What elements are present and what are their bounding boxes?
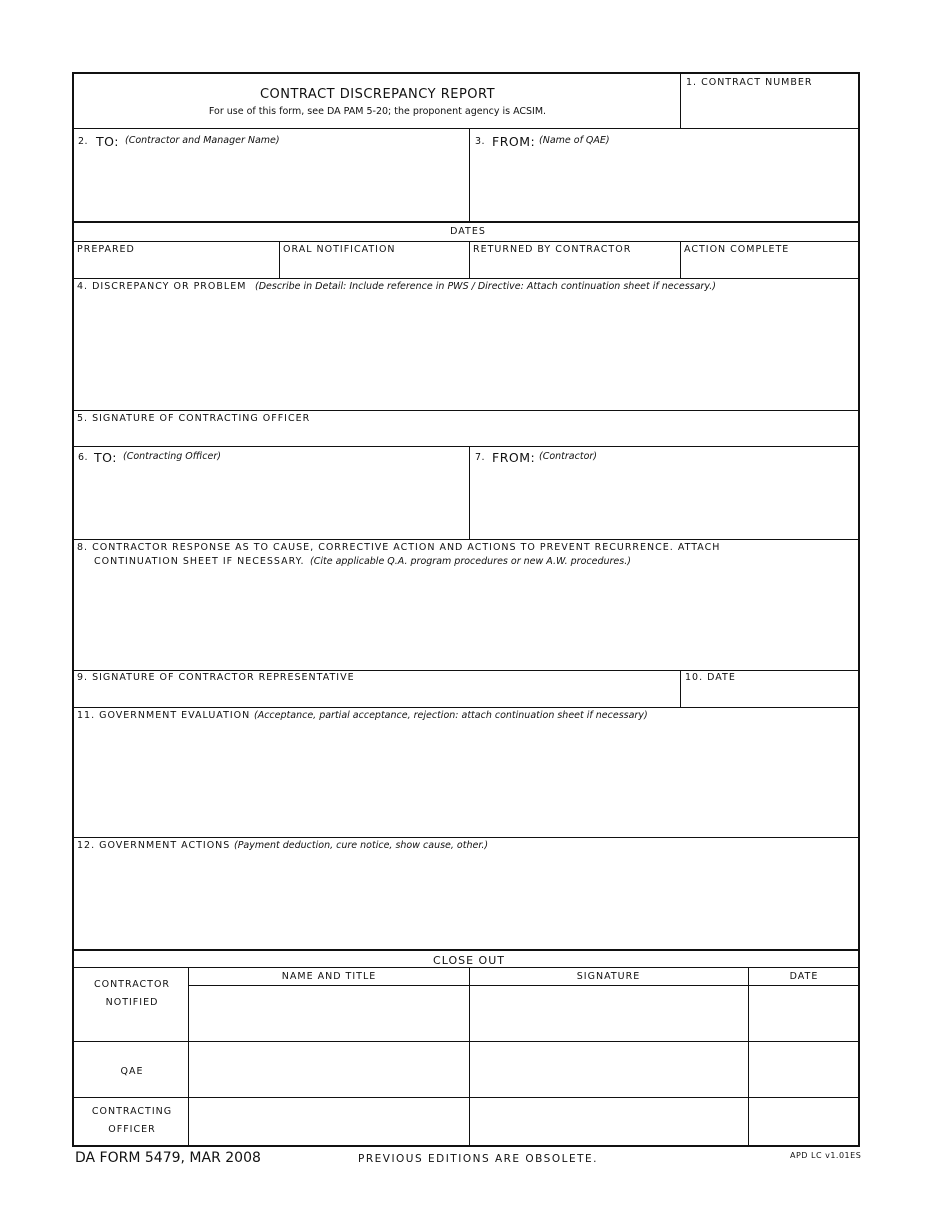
to-label-2: TO: [94, 450, 117, 465]
version-label: APD LC v1.01ES [790, 1151, 862, 1160]
discrepancy-hint: (Describe in Detail: Include reference in PWS / Directive: Attach continuation sheet if necessary.) [255, 281, 716, 292]
obsolete-notice: PREVIOUS EDITIONS ARE OBSOLETE. [358, 1153, 598, 1165]
divider [74, 278, 858, 279]
returned-by-contractor-label: RETURNED BY CONTRACTOR [473, 244, 632, 255]
contractor-response-label-2: CONTINUATION SHEET IF NECESSARY. [94, 556, 305, 567]
contracting-officer-date-field[interactable] [750, 1099, 856, 1144]
government-evaluation-hint: (Acceptance, partial acceptance, rejection: attach continuation sheet if necessary) [254, 710, 648, 721]
contract-number-field[interactable] [682, 92, 858, 127]
signature-contractor-rep-field[interactable] [76, 686, 676, 706]
to-label: TO: [96, 134, 119, 149]
oral-notification-date-field[interactable] [281, 258, 467, 276]
from-qae-field[interactable] [472, 152, 856, 218]
qae-signature-field[interactable] [471, 1043, 746, 1095]
qae-name-field[interactable] [191, 1043, 467, 1095]
returned-by-contractor-date-field[interactable] [471, 258, 679, 276]
divider [74, 837, 858, 838]
contracting-officer-name-field[interactable] [191, 1099, 467, 1144]
col-date: DATE [789, 971, 819, 982]
from-number: 3. [475, 136, 486, 147]
form-subtitle: For use of this form, see DA PAM 5-20; the proponent agency is ACSIM. [208, 106, 547, 117]
row-label-contracting-officer-2: OFFICER [108, 1124, 156, 1135]
divider [469, 967, 470, 1145]
divider [74, 670, 858, 671]
discrepancy-field[interactable] [76, 296, 856, 408]
from-contractor-field[interactable] [472, 468, 856, 536]
form-id: DA FORM 5479, MAR 2008 [75, 1150, 261, 1166]
signature-contractor-rep-label: 9. SIGNATURE OF CONTRACTOR REPRESENTATIVE [77, 672, 355, 683]
close-out-heading: CLOSE OUT [433, 954, 505, 967]
col-signature: SIGNATURE [576, 971, 641, 982]
divider [680, 241, 681, 278]
government-evaluation-field[interactable] [76, 725, 856, 835]
to-number-2: 6. [78, 452, 89, 463]
government-actions-label: 12. GOVERNMENT ACTIONS [77, 840, 231, 851]
oral-notification-label: ORAL NOTIFICATION [283, 244, 396, 255]
government-actions-hint: (Payment deduction, cure notice, show cause, other.) [234, 840, 489, 851]
divider [74, 949, 858, 951]
action-complete-label: ACTION COMPLETE [684, 244, 790, 255]
divider [469, 129, 470, 222]
government-evaluation-label: 11. GOVERNMENT EVALUATION [77, 710, 251, 721]
divider [74, 446, 858, 447]
divider [74, 967, 858, 968]
divider [680, 670, 681, 707]
signature-contracting-officer-label: 5. SIGNATURE OF CONTRACTING OFFICER [77, 413, 311, 424]
row-label-contracting-officer: CONTRACTING [91, 1106, 173, 1117]
divider [188, 967, 189, 1145]
contracting-officer-signature-field[interactable] [471, 1099, 746, 1144]
divider [74, 539, 858, 540]
row-label-contractor-notified: CONTRACTOR [93, 979, 171, 990]
to-contracting-officer-field[interactable] [76, 468, 466, 536]
from-hint-2: (Contractor) [539, 451, 597, 462]
prepared-label: PREPARED [77, 244, 135, 255]
from-number-2: 7. [475, 452, 486, 463]
contractor-notified-name-field[interactable] [191, 987, 467, 1039]
divider [74, 1041, 858, 1042]
divider [748, 967, 749, 1145]
date-field[interactable] [682, 686, 856, 706]
divider [469, 446, 470, 539]
to-hint-2: (Contracting Officer) [123, 451, 221, 462]
contractor-notified-date-field[interactable] [750, 987, 856, 1039]
row-label-qae: QAE [120, 1066, 144, 1077]
to-contractor-field[interactable] [76, 152, 466, 218]
divider [74, 707, 858, 708]
divider [189, 985, 858, 986]
contractor-response-hint: (Cite applicable Q.A. program procedures or new A.W. procedures.) [310, 556, 631, 567]
contract-number-label: 1. CONTRACT NUMBER [686, 77, 813, 88]
contractor-response-label: 8. CONTRACTOR RESPONSE AS TO CAUSE, CORRECTIVE ACTION AND ACTIONS TO PREVENT RECURRENCE. ATTACH [77, 542, 721, 553]
divider [74, 410, 858, 411]
contract-discrepancy-form [72, 72, 860, 1147]
prepared-date-field[interactable] [76, 258, 276, 276]
to-number: 2. [78, 136, 89, 147]
from-label-2: FROM: [492, 450, 536, 465]
col-name-and-title: NAME AND TITLE [281, 971, 377, 982]
action-complete-date-field[interactable] [682, 258, 856, 276]
divider [469, 241, 470, 278]
divider [74, 128, 858, 129]
government-actions-field[interactable] [76, 855, 856, 947]
date-label: 10. DATE [685, 672, 736, 683]
to-hint: (Contractor and Manager Name) [125, 135, 280, 146]
from-label: FROM: [492, 134, 536, 149]
divider [74, 221, 858, 223]
signature-contracting-officer-field[interactable] [76, 427, 856, 444]
contractor-response-field[interactable] [76, 572, 856, 668]
from-hint: (Name of QAE) [539, 135, 610, 146]
row-label-contractor-notified-2: NOTIFIED [105, 997, 159, 1008]
contractor-notified-signature-field[interactable] [471, 987, 746, 1039]
divider [680, 74, 681, 129]
dates-heading: DATES [450, 226, 486, 237]
qae-date-field[interactable] [750, 1043, 856, 1095]
form-title: CONTRACT DISCREPANCY REPORT [259, 87, 496, 102]
divider [74, 1097, 858, 1098]
discrepancy-label: 4. DISCREPANCY OR PROBLEM [77, 281, 247, 292]
divider [74, 241, 858, 242]
divider [279, 241, 280, 278]
